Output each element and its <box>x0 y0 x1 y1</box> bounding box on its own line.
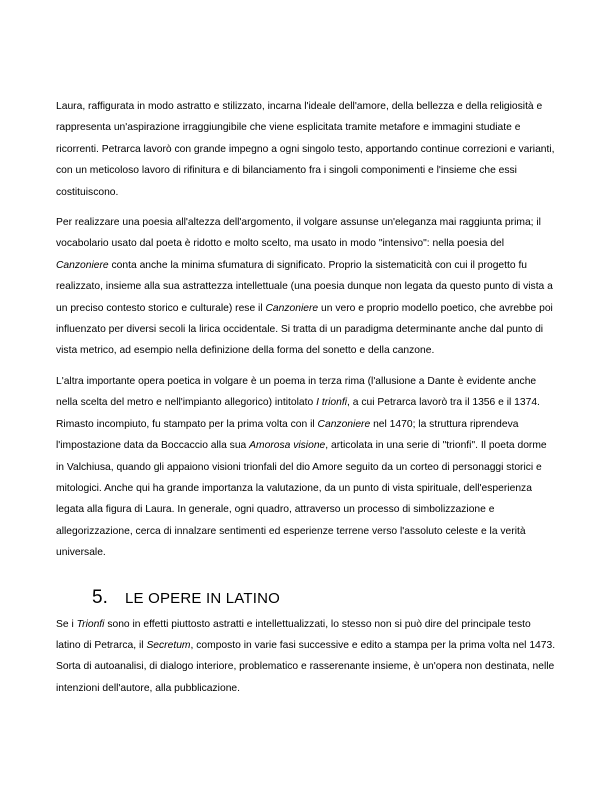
text-run: Per realizzare una poesia all'altezza dell'argomento, il volgare assunse un'eleganza mai raggiunta prima; il vocabolario usato dal poeta è ridotto e molto scelto, ma usato in modo "intensivo": nella poesia del <box>56 217 541 250</box>
text-run: Se i <box>56 618 77 630</box>
section-heading <box>92 586 556 611</box>
paragraph <box>56 96 556 203</box>
paragraph <box>56 212 556 362</box>
text-run: sono in effetti piuttosto astratti e intellettualizzati, lo stesso non si può dire del principale testo latino di Petrarca, il <box>56 618 531 651</box>
section-paragraphs <box>56 614 556 700</box>
italic-title: Canzoniere <box>56 259 109 271</box>
body-paragraphs <box>56 96 556 564</box>
italic-title: Secretum <box>146 639 191 651</box>
text-run: L'altra importante opera poetica in volgare è un poema in terza rima (l'allusione a Dante è evidente anche nella scelta del metro e nell'impianto allegorico) intitolato <box>56 375 537 409</box>
paragraph <box>56 371 556 564</box>
page-content <box>56 96 556 708</box>
section-number: 5. <box>92 586 108 608</box>
text-run: , a cui Petrarca lavorò tra il 1356 e il 1374. Rimasto incompiuto, fu stampato per la prima volta con il <box>56 397 540 430</box>
italic-title: Trionfi <box>76 618 105 630</box>
italic-title: I trionfi <box>316 397 348 409</box>
italic-title: Amorosa visione <box>249 440 326 452</box>
text-run: nel 1470; la struttura riprendeva l'impostazione data da Boccaccio alla sua <box>56 418 519 452</box>
text-run: , articolata in una serie di "trionfi". Il poeta dorme in Valchiusa, quando gli appaiono visioni trionfali del dio Amore seguito da un corteo di personaggi storici e mitologici. Anche qui ha grande importanza la valutazione, da un punto di vista spirituale, dell'esperienza legata alla figura di Laura. In generale, ogni quadro, attraverso un processo di simbolizzazione e allegorizzazione, cerca di innalzare sentimenti ed esperienze terrene verso l'assoluto celeste e la verità universale. <box>56 440 547 559</box>
italic-title: Canzoniere <box>265 302 319 314</box>
section-title: LE OPERE IN LATINO <box>125 589 281 607</box>
text-run: un vero e proprio modello poetico, che avrebbe poi influenzato per diversi secoli la lirica occidentale. Si tratta di un paradigma determinante anche dal punto di vista metrico, ad esempio nella definizione della forma del sonetto e della canzone. <box>56 302 553 357</box>
text-run: , composto in varie fasi successive e edito a stampa per la prima volta nel 1473. Sorta di autoanalisi, di dialogo interiore, problematico e rasserenante insieme, è un'opera non destinata, nelle intenzioni dell'autore, alla pubblicazione. <box>56 639 556 694</box>
text-run: conta anche la minima sfumatura di significato. Proprio la sistematicità con cui il progetto fu realizzato, insieme alla sua astrattezza intellettuale (una poesia dunque non legata da questo punto di vista a un preciso contesto storico e culturale) rese il <box>56 259 553 314</box>
italic-title: Canzoniere <box>317 418 371 430</box>
paragraph <box>56 614 556 700</box>
text-run: Laura, raffigurata in modo astratto e stilizzato, incarna l'ideale dell'amore, della bellezza e della religiosità e rappresenta un'aspirazione irraggiungibile che viene esplicitata tramite metafore e immagini studiate e ricorrenti. Petrarca lavorò con grande impegno a ogni singolo testo, apportando continue correzioni e varianti, con un meticoloso lavoro di rifinitura e di bilanciamento fra i singoli componimenti e l'insieme che essi costituiscono. <box>56 101 555 198</box>
